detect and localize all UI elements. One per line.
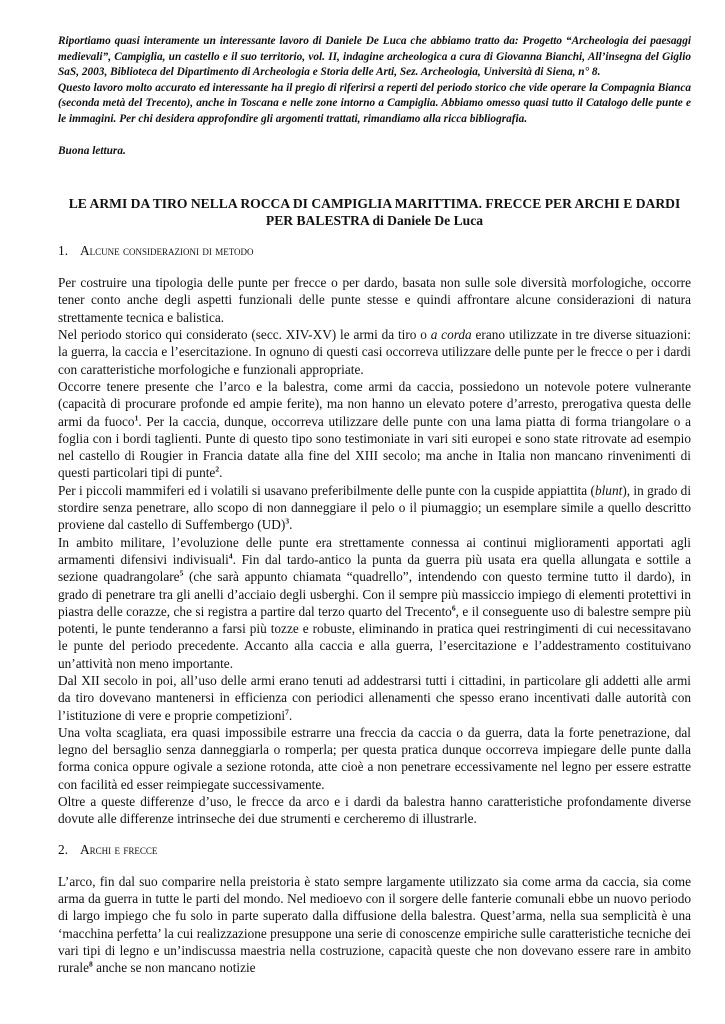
intro-source-paragraph: Riportiamo quasi interamente un interessante lavoro di Daniele De Luca che abbiamo tratto da: Progetto “Archeologia dei paesaggi medievali”, Campiglia, un castello e il suo territorio, vol. II, indagine archeologica a cura di Giovanna Bianchi, All’insegna del Giglio SaS, 2003, Biblioteca del Dipartimento di Archeologia e Storia delle Arti, Sez. Archeologia, Università di Siena, n° 8.	[58, 35, 691, 79]
text-run: Occorre tenere presente che l’arco e la balestra, come armi da caccia, possiedono un notevole potere vulnerante (capacità di procurare profonde ed ampie ferite), ma non hanno un elevato potere d’arresto, prerogativa questa delle armi da fuoco	[58, 378, 691, 429]
footnote-ref: 5	[179, 568, 184, 578]
article-title	[58, 195, 691, 229]
section-1-body	[58, 274, 691, 828]
text-run: .	[219, 465, 223, 481]
text-run: ), in grado di stordire senza penetrare, allo scopo di non danneggiare il pelo o il piumaggio; un esemplare simile a quello descritto proviene dal castello di Suffembergo (UD)	[58, 482, 692, 533]
text-run: . Fin dal tardo-antico la punta da guerra più usata era quella allungata e sottile a sezione quadrangolare	[58, 551, 692, 585]
section-2-heading	[58, 841, 691, 859]
paragraph: Oltre a queste differenze d’uso, le frecce da arco e i dardi da balestra hanno caratteristiche profondamente diverse dovute alle differenze intrinseche dei due strumenti e cercheremo di illustrarle.	[58, 794, 691, 827]
paragraph	[58, 378, 691, 482]
paragraph	[58, 873, 691, 977]
text-run: .	[288, 707, 293, 723]
text-run: L’arco, fin dal suo comparire nella preistoria è stato sempre largamente utilizzato sia come arma da caccia, sia come arma da guerra in tutte le parti del mondo. Nel medioevo con il sorgere delle fanterie comunali ebbe un nuovo periodo di largo impiego che fu solo in parte superato dalla diffusione della balestra. Quest’arma, nella sua semplicità è una ‘macchina perfetta’ la cui realizzazione presuppone una serie di conoscenze empiriche sulle caratteristiche tecniche dei vari tipi di legno e un’indiscussa maestria nella costruzione, capacità queste che non dovevano essere rare in ambito rurale	[58, 873, 691, 976]
italic-term: blunt	[594, 482, 623, 498]
intro-description-paragraph: Questo lavoro molto accurato ed interessante ha il pregio di riferirsi a reperti del periodo storico che vide operare la Compagnia Bianca (seconda metà del Trecento), anche in Toscana e nelle zone intorno a Campiglia. Abbiamo omesso quasi tutto il Catalogo delle punte e le immagini. Per chi desidera approfondire gli argomenti trattati, rimandiamo alla ricca bibliografia.	[58, 81, 691, 125]
section-1-title: Alcune considerazioni di metodo	[80, 243, 254, 259]
text-run: , e il conseguente uso di balestre sempre più potenti, le punte tenderanno a farsi più tozze e robuste, eliminando in pratica quei restringimenti di cui necessitavano le punte del periodo precedente. Accanto alla caccia e alla guerra, l’esercitazione e l’addestramento costituivano un’attività non meno importante.	[58, 603, 691, 671]
footnote-ref: 3	[285, 516, 290, 526]
text-run: anche se non mancano notizie	[92, 960, 256, 976]
paragraph: Una volta scagliata, era quasi impossibile estrarre una freccia da caccia o da guerra, data la forte penetrazione, dal legno del bersaglio senza danneggiarla o romperla; per questa pratica dunque occorreva impiegare delle punte dalla forma conica oppure ogivale a sezione rotonda, atte cioè a non penetrare eccessivamente nel legno per essere estratte con facilità ed esser reimpiegate successivamente.	[58, 724, 691, 792]
paragraph	[58, 534, 691, 672]
footnote-ref: 4	[228, 551, 233, 561]
footnote-ref: 8	[89, 959, 93, 969]
paragraph	[58, 326, 691, 378]
section-2-number: 2.	[58, 841, 69, 857]
text-run: Nel periodo storico qui considerato (secc. XIV-XV) le armi da tiro o	[58, 327, 431, 343]
footnote-ref: 1	[134, 413, 139, 423]
text-run: Per i piccoli mammiferi ed i volatili si usavano preferibilmente delle punte con la cuspide appiattita (	[58, 482, 595, 498]
intro-note	[58, 34, 691, 159]
italic-term: a corda	[430, 327, 472, 343]
intro-closing: Buona lettura.	[58, 144, 126, 157]
paragraph: Per costruire una tipologia delle punte per frecce o per dardo, basata non sulle sole diversità morfologiche, occorre tener conto anche degli aspetti funzionali delle punte stesse e quindi affrontare alcune considerazioni di natura strettamente tecnica e balistica.	[58, 275, 691, 325]
text-run: Dal XII secolo in poi, all’uso delle armi erano tenuti ad addestrarsi tutti i cittadini, in particolare gli addetti alle armi da tiro dovevano mantenersi in efficienza con periodici allenamenti che spesso erano incentivati dalle autorità con l’istituzione di vere e proprie competizioni	[58, 672, 691, 723]
section-2-body	[58, 873, 691, 977]
paragraph	[58, 482, 691, 534]
text-run: (che sarà appunto chiamata “quadrello”, intendendo con questo termine tutto il dardo), in grado di penetrare tra gli anelli d’acciaio degli usberghi. Con il sempre più massiccio impiego di elementi protettivi in piastra delle corazze, che si registra a partire dal terzo quarto del Trecento	[58, 569, 691, 619]
article-title-author: di Daniele De Luca	[372, 213, 484, 229]
footnote-ref: 7	[285, 707, 289, 717]
article-title-main: LE ARMI DA TIRO NELLA ROCCA DI CAMPIGLIA MARITTIMA. FRECCE PER ARCHI E DARDI PER BALESTRA	[68, 196, 681, 229]
footnote-ref: 6	[451, 603, 456, 613]
text-run: erano utilizzate in tre diverse situazioni: la guerra, la caccia e l’esercitazione. In ognuno di questi casi occorreva utilizzare delle punte per le frecce o per i dardi con caratteristiche morfologiche e funzionali appropriate.	[58, 327, 691, 377]
section-2-title: Archi e frecce	[80, 841, 158, 857]
section-1-number: 1.	[58, 243, 69, 259]
paragraph	[58, 672, 691, 724]
text-run: . Per la caccia, dunque, occorreva utilizzare delle punte con una lama piatta di forma triangolare o a foglia con i bordi taglienti. Punte di questo tipo sono testimoniate in vari siti europei e sono state ritrovate ad esempio nel castello di Rougier in Francia datate alla fine del XIII secolo; ma anche in Italia non mancano rinvenimenti di questi particolari tipi di punte	[58, 413, 691, 481]
section-1-heading	[58, 242, 691, 260]
text-run: .	[289, 517, 293, 533]
footnote-ref: 2	[215, 465, 220, 474]
text-run: In ambito militare, l’evoluzione delle punte era strettamente connessa ai continui miglioramenti apportati agli armamenti difensivi indivisuali	[58, 534, 691, 567]
